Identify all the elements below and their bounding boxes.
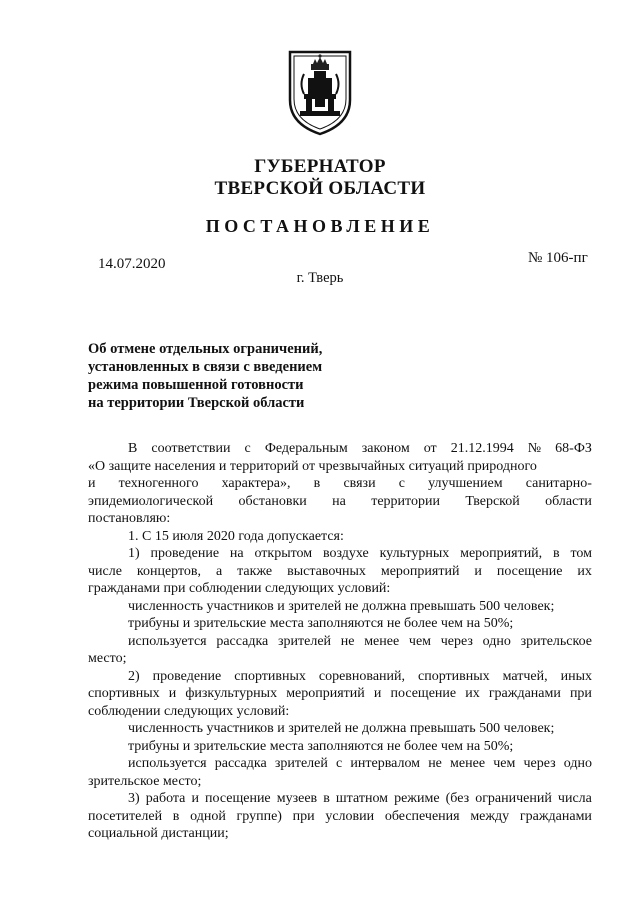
body-word: посещение (205, 791, 271, 806)
body-word: улучшением (428, 476, 503, 491)
body-word: в (172, 808, 180, 824)
body-word: на (332, 493, 346, 509)
body-word: чем (408, 633, 432, 649)
body-word: гражданами (519, 808, 592, 824)
body-line: 1. С 15 июля 2020 года допускается: (128, 528, 344, 544)
body-word: (без (445, 791, 470, 806)
body-line (88, 685, 592, 703)
body-line (88, 563, 592, 581)
body-word: 21.12.1994 (450, 441, 514, 456)
body-word: одно (482, 633, 511, 649)
body-line (88, 808, 592, 826)
body-word: обстановки (238, 493, 307, 509)
body-word: их (577, 563, 592, 579)
body-word: 3) (128, 791, 140, 806)
body-word: территории (371, 493, 440, 509)
document-body (88, 440, 592, 843)
body-word: между (470, 808, 510, 824)
body-word: с (398, 476, 405, 491)
body-word: концертов, (136, 563, 202, 579)
body-line: «О защите населения и территорий от чрезвычайных ситуаций природного (88, 458, 537, 474)
tver-coat-of-arms-icon (284, 48, 356, 136)
body-word: и (191, 791, 199, 806)
body-word: области (545, 493, 592, 509)
body-word: спортивных (418, 668, 490, 684)
body-word: ограничений (475, 791, 552, 806)
body-word: чем (493, 756, 516, 771)
issuer-region: ТВЕРСКОЙ ОБЛАСТИ (214, 178, 426, 199)
body-word: музеев (276, 791, 318, 806)
body-line: постановляю: (88, 511, 171, 526)
body-word: числа (557, 791, 592, 806)
body-word: режиме (394, 791, 440, 806)
body-word: используется (128, 756, 207, 771)
body-word: Тверской (465, 493, 520, 509)
body-line: соблюдении следующих условий: (88, 703, 290, 719)
body-word: при (569, 686, 592, 701)
body-word: и (168, 686, 177, 701)
document-number: № 106-пг (528, 250, 588, 266)
body-word: № (527, 441, 542, 456)
body-word: гражданами (488, 686, 561, 701)
body-word: а (215, 563, 223, 579)
body-word: посещение (390, 686, 457, 701)
body-word: выставочных (287, 563, 366, 579)
body-word: через (440, 633, 473, 649)
body-word: Федеральным (264, 441, 348, 456)
body-word: зрительское (520, 633, 592, 649)
body-word: В (128, 441, 138, 456)
body-word: через (523, 756, 556, 771)
body-word: мероприятий (380, 563, 460, 579)
body-word: одно (563, 756, 592, 771)
body-line (88, 440, 592, 458)
document-date: 14.07.2020 (98, 256, 166, 272)
body-word: условии (325, 808, 375, 824)
subject-line: режима повышенной готовности (88, 377, 304, 393)
body-word: и (373, 686, 382, 701)
body-word: в (313, 476, 321, 491)
body-word: характера», (221, 476, 291, 491)
body-line: социальной дистанции; (88, 826, 229, 841)
body-word: рассадка (214, 756, 267, 771)
body-word: не (340, 633, 355, 649)
body-word: в (553, 546, 560, 561)
body-word: 2) (128, 668, 140, 684)
body-word: посетителей (88, 808, 163, 824)
body-line: зрительское место; (88, 773, 202, 789)
document-subject (88, 340, 322, 412)
body-word: также (237, 563, 273, 579)
body-word: мероприятий, (460, 546, 543, 561)
issuer-title: ГУБЕРНАТОР (254, 156, 386, 177)
body-line (88, 755, 592, 773)
subject-line: установленных в связи с введением (88, 359, 323, 375)
body-word: проведение (150, 546, 220, 561)
body-line: численность участников и зрителей не должна превышать 500 человек; (128, 721, 555, 736)
subject-line: на территории Тверской области (88, 395, 305, 411)
body-word: культурных (379, 546, 450, 561)
body-word: числе (88, 563, 122, 579)
body-line: трибуны и зрительские места заполняются не более чем на 50%; (128, 616, 514, 631)
body-word: от (423, 441, 437, 456)
body-word: менее (450, 756, 486, 771)
body-word: используется (128, 633, 207, 649)
body-line: место; (88, 651, 127, 666)
body-word: том (570, 546, 592, 561)
body-word: при (292, 808, 315, 824)
body-line (88, 790, 592, 808)
body-word: эпидемиологической (88, 493, 214, 509)
body-word: интервалом (350, 756, 421, 771)
body-word: и (88, 476, 96, 491)
document-type: ПОСТАНОВЛЕНИЕ (205, 216, 435, 236)
body-word: законом (361, 441, 410, 456)
body-word: спортивных (88, 686, 160, 701)
body-word: санитарно- (525, 476, 592, 491)
body-word: мероприятий (286, 686, 365, 701)
body-line (88, 493, 592, 511)
body-word: соревнований, (318, 668, 406, 684)
body-word: проведение (152, 668, 222, 684)
body-word: связи (343, 476, 376, 491)
body-word: воздухе (322, 546, 369, 561)
body-word: обеспечения (384, 808, 460, 824)
body-word: рассадка (216, 633, 269, 649)
body-line (88, 668, 592, 686)
body-word: одной (190, 808, 226, 824)
body-line: гражданами при соблюдении следующих условий: (88, 581, 391, 596)
body-word: зрителей (277, 633, 332, 649)
body-line (88, 475, 592, 493)
body-word: группе) (236, 808, 282, 824)
body-word: зрителей (274, 756, 328, 771)
body-word: открытом (254, 546, 313, 561)
body-word: 68-ФЗ (555, 441, 592, 456)
body-line: трибуны и зрительские места заполняются не более чем на 50%; (128, 738, 514, 754)
body-word: иных (560, 668, 592, 684)
body-word: менее (364, 633, 400, 649)
body-word: с (336, 756, 343, 771)
body-word: работа (145, 791, 186, 806)
body-line: численность участников и зрителей не должна превышать 500 человек; (128, 598, 555, 614)
body-word: не (428, 756, 442, 771)
body-line (88, 545, 592, 563)
document-city: г. Тверь (296, 270, 344, 286)
body-word: штатном (335, 791, 389, 806)
body-word: техногенного (118, 476, 199, 491)
body-word: соответствии (151, 441, 231, 456)
body-word: посещение (496, 563, 563, 579)
body-word: физкультурных (185, 686, 278, 701)
body-word: их (465, 686, 480, 701)
body-line (88, 633, 592, 651)
body-word: на (229, 546, 244, 561)
body-word: и (474, 563, 482, 579)
body-word: спортивных (234, 668, 306, 684)
body-word: в (323, 791, 330, 806)
subject-line: Об отмене отдельных ограничений, (88, 341, 323, 357)
body-word: 1) (128, 546, 140, 561)
body-word: матчей, (502, 668, 548, 684)
body-word: с (244, 441, 251, 456)
